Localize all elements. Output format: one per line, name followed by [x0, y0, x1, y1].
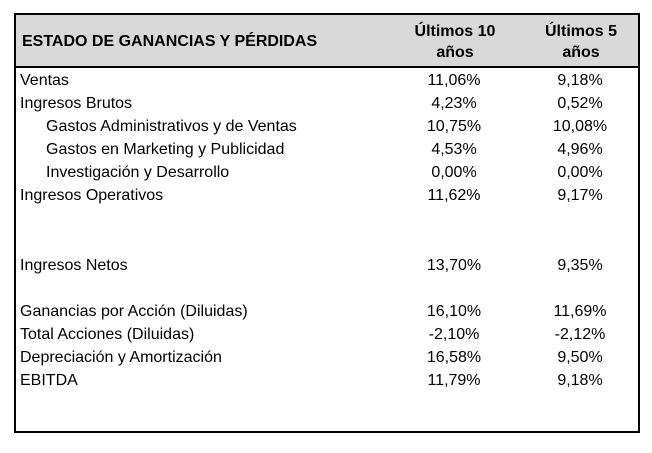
- row-value-10y: 11,06%: [427, 72, 481, 89]
- row-value-5y: 9,35%: [557, 257, 603, 274]
- row-label: Ganancias por Acción (Diluidas): [20, 303, 248, 320]
- column-header-5-years: [521, 21, 641, 63]
- row-value-10y: 11,62%: [427, 187, 481, 204]
- row-value-5y: 10,08%: [552, 118, 608, 135]
- column-header-5-years-line1: Últimos 5: [544, 23, 617, 40]
- row-value-10y: -2,10%: [428, 326, 480, 343]
- row-value-10y: 4,53%: [431, 141, 477, 158]
- row-value-5y: -2,12%: [554, 326, 606, 343]
- row-value-10y: 0,00%: [431, 164, 477, 181]
- row-value-5y: 11,69%: [553, 303, 607, 320]
- row-value-5y: 0,52%: [557, 95, 603, 112]
- row-value-10y: 4,23%: [431, 95, 477, 112]
- row-label: Ingresos Brutos: [20, 95, 133, 112]
- column-header-10-years-line1: Últimos 10: [414, 23, 496, 40]
- column-header-10-years: [395, 21, 515, 63]
- row-value-10y: 16,10%: [426, 303, 482, 320]
- row-value-5y: 0,00%: [557, 164, 603, 181]
- row-value-5y: 9,50%: [557, 349, 603, 366]
- table-row: [16, 93, 638, 115]
- row-label: Total Acciones (Diluidas): [20, 326, 195, 343]
- table-row: [16, 162, 638, 184]
- table-row: [16, 70, 638, 92]
- table-row: [16, 301, 638, 323]
- row-value-10y: 11,79%: [427, 372, 481, 389]
- table-row: [16, 370, 638, 392]
- table-header: [16, 15, 638, 68]
- row-value-5y: 9,17%: [557, 187, 603, 204]
- table-row: [16, 116, 638, 138]
- row-label: Gastos Administrativos y de Ventas: [46, 118, 297, 135]
- row-label: Ingresos Netos: [20, 257, 128, 274]
- row-value-10y: 13,70%: [426, 257, 482, 274]
- row-label: Ingresos Operativos: [20, 187, 164, 204]
- row-value-10y: 16,58%: [426, 349, 482, 366]
- table-row: [16, 185, 638, 207]
- row-value-5y: 9,18%: [557, 72, 603, 89]
- column-header-5-years-line2: años: [562, 44, 600, 61]
- table-row: [16, 347, 638, 369]
- column-header-10-years-line2: años: [436, 44, 474, 61]
- row-label: Gastos en Marketing y Publicidad: [46, 141, 285, 158]
- table-row: [16, 324, 638, 346]
- row-value-5y: 4,96%: [557, 141, 603, 158]
- row-value-10y: 10,75%: [426, 118, 482, 135]
- row-label: Ventas: [20, 72, 69, 89]
- row-value-5y: 9,18%: [557, 372, 603, 389]
- row-label: Depreciación y Amortización: [20, 349, 222, 366]
- table-row: [16, 139, 638, 161]
- row-label: Investigación y Desarrollo: [46, 164, 230, 181]
- income-statement-table: [14, 13, 640, 433]
- row-label: EBITDA: [20, 372, 78, 389]
- table-title: ESTADO DE GANANCIAS Y PÉRDIDAS: [22, 33, 318, 50]
- table-row: [16, 255, 638, 277]
